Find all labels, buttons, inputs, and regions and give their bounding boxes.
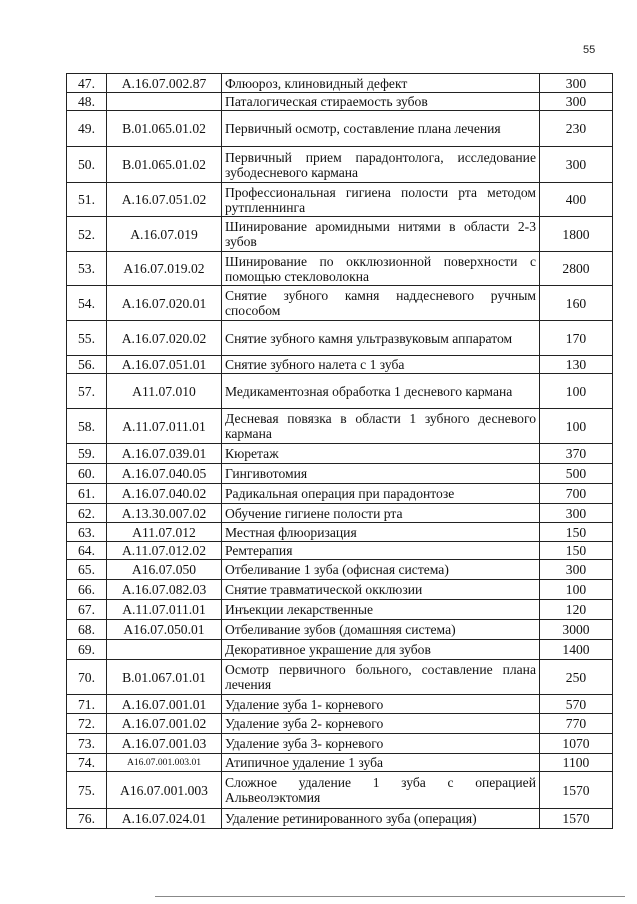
- table-row: [67, 409, 613, 444]
- table-row: [67, 754, 613, 772]
- table-row: [67, 734, 613, 754]
- service-price: 1800: [540, 217, 613, 252]
- table-row: [67, 444, 613, 464]
- service-name: Обучение гигиене полости рта: [222, 504, 540, 523]
- service-name: Снятие зубного камня наддесневого ручным способом: [222, 286, 540, 321]
- service-code: A16.07.001.003.01: [107, 754, 222, 772]
- service-code: A.16.07.001.03: [107, 734, 222, 754]
- table-row: [67, 695, 613, 714]
- service-price: 160: [540, 286, 613, 321]
- service-code: B.01.065.01.02: [107, 111, 222, 147]
- service-price: 150: [540, 523, 613, 542]
- service-price: 500: [540, 464, 613, 484]
- service-price: 100: [540, 409, 613, 444]
- service-price: 300: [540, 560, 613, 580]
- row-number: 63.: [67, 523, 107, 542]
- row-number: 61.: [67, 484, 107, 504]
- row-number: 72.: [67, 714, 107, 734]
- table-row: [67, 600, 613, 620]
- service-name: Снятие травматической окклюзии: [222, 580, 540, 600]
- service-name: Гингивотомия: [222, 464, 540, 484]
- row-number: 71.: [67, 695, 107, 714]
- service-name: Осмотр первичного больного, составление плана лечения: [222, 660, 540, 695]
- table-row: [67, 93, 613, 111]
- table-row: [67, 714, 613, 734]
- table-row: [67, 523, 613, 542]
- service-price: 100: [540, 580, 613, 600]
- service-price: 230: [540, 111, 613, 147]
- service-name: Радикальная операция при парадонтозе: [222, 484, 540, 504]
- service-code: A.11.07.012.02: [107, 542, 222, 560]
- table-row: [67, 217, 613, 252]
- service-name: Отбеливание 1 зуба (офисная система): [222, 560, 540, 580]
- service-price: 120: [540, 600, 613, 620]
- service-code: A.16.07.040.05: [107, 464, 222, 484]
- service-price: 1070: [540, 734, 613, 754]
- row-number: 68.: [67, 620, 107, 640]
- row-number: 64.: [67, 542, 107, 560]
- row-number: 75.: [67, 772, 107, 809]
- service-price: 700: [540, 484, 613, 504]
- service-code: A16.07.019.02: [107, 252, 222, 286]
- service-code: A16.07.050.01: [107, 620, 222, 640]
- service-name: Профессиональная гигиена полости рта методом рутпленнинга: [222, 183, 540, 217]
- table-row: [67, 809, 613, 829]
- row-number: 73.: [67, 734, 107, 754]
- service-code: A.16.07.024.01: [107, 809, 222, 829]
- service-code: A.16.07.051.01: [107, 356, 222, 374]
- row-number: 76.: [67, 809, 107, 829]
- row-number: 50.: [67, 147, 107, 183]
- row-number: 56.: [67, 356, 107, 374]
- row-number: 58.: [67, 409, 107, 444]
- service-price: 770: [540, 714, 613, 734]
- table-row: [67, 183, 613, 217]
- row-number: 53.: [67, 252, 107, 286]
- price-table: [66, 73, 613, 829]
- service-code: A.16.07.020.02: [107, 321, 222, 356]
- service-name: Снятие зубного камня ультразвуковым аппаратом: [222, 321, 540, 356]
- service-name: Ремтерапия: [222, 542, 540, 560]
- table-row: [67, 464, 613, 484]
- table-row: [67, 111, 613, 147]
- row-number: 65.: [67, 560, 107, 580]
- table-row: [67, 356, 613, 374]
- service-price: 150: [540, 542, 613, 560]
- page-number: 55: [583, 44, 596, 56]
- service-name: Снятие зубного налета с 1 зуба: [222, 356, 540, 374]
- service-code: A.16.07.082.03: [107, 580, 222, 600]
- service-price: 1570: [540, 772, 613, 809]
- table-row: [67, 542, 613, 560]
- service-name: Отбеливание зубов (домашняя система): [222, 620, 540, 640]
- service-price: 1100: [540, 754, 613, 772]
- row-number: 67.: [67, 600, 107, 620]
- row-number: 62.: [67, 504, 107, 523]
- service-name: Шинирование аромидными нитями в области 2-3 зубов: [222, 217, 540, 252]
- service-price: 570: [540, 695, 613, 714]
- table-row: [67, 560, 613, 580]
- service-name: Десневая повязка в области 1 зубного десневого кармана: [222, 409, 540, 444]
- service-name: Кюретаж: [222, 444, 540, 464]
- service-name: Удаление зуба 3- корневого: [222, 734, 540, 754]
- service-code: [107, 93, 222, 111]
- service-code: A11.07.010: [107, 374, 222, 409]
- service-code: A.11.07.011.01: [107, 600, 222, 620]
- service-name: Паталогическая стираемость зубов: [222, 93, 540, 111]
- service-code: A.16.07.040.02: [107, 484, 222, 504]
- service-name: Удаление зуба 1- корневого: [222, 695, 540, 714]
- row-number: 49.: [67, 111, 107, 147]
- row-number: 51.: [67, 183, 107, 217]
- service-code: A.16.07.001.02: [107, 714, 222, 734]
- service-name: Удаление зуба 2- корневого: [222, 714, 540, 734]
- service-price: 250: [540, 660, 613, 695]
- service-name: Инъекции лекарственные: [222, 600, 540, 620]
- table-row: [67, 660, 613, 695]
- service-name: Сложное удаление 1 зуба с операцией Альвеолэктомия: [222, 772, 540, 809]
- service-code: A.16.07.039.01: [107, 444, 222, 464]
- service-name: Флюороз, клиновидный дефект: [222, 74, 540, 93]
- service-name: Первичный прием парадонтолога, исследование зубодесневого кармана: [222, 147, 540, 183]
- service-price: 1570: [540, 809, 613, 829]
- row-number: 60.: [67, 464, 107, 484]
- row-number: 69.: [67, 640, 107, 660]
- row-number: 66.: [67, 580, 107, 600]
- service-price: 3000: [540, 620, 613, 640]
- row-number: 47.: [67, 74, 107, 93]
- row-number: 48.: [67, 93, 107, 111]
- row-number: 70.: [67, 660, 107, 695]
- service-price: 300: [540, 74, 613, 93]
- row-number: 57.: [67, 374, 107, 409]
- service-code: A.16.07.019: [107, 217, 222, 252]
- service-code: A.16.07.020.01: [107, 286, 222, 321]
- table-row: [67, 147, 613, 183]
- service-price: 170: [540, 321, 613, 356]
- service-price: 130: [540, 356, 613, 374]
- table-row: [67, 640, 613, 660]
- table-row: [67, 484, 613, 504]
- table-row: [67, 772, 613, 809]
- table-row: [67, 252, 613, 286]
- service-code: A16.07.050: [107, 560, 222, 580]
- row-number: 55.: [67, 321, 107, 356]
- table-row: [67, 620, 613, 640]
- table-row: [67, 286, 613, 321]
- service-price: 300: [540, 93, 613, 111]
- table-row: [67, 74, 613, 93]
- table-row: [67, 580, 613, 600]
- service-code: B.01.067.01.01: [107, 660, 222, 695]
- service-code: [107, 640, 222, 660]
- row-number: 52.: [67, 217, 107, 252]
- service-code: A11.07.012: [107, 523, 222, 542]
- table-row: [67, 504, 613, 523]
- service-code: A.16.07.002.87: [107, 74, 222, 93]
- service-price: 100: [540, 374, 613, 409]
- service-name: Медикаментозная обработка 1 десневого кармана: [222, 374, 540, 409]
- row-number: 59.: [67, 444, 107, 464]
- table-row: [67, 374, 613, 409]
- service-name: Декоративное украшение для зубов: [222, 640, 540, 660]
- row-number: 74.: [67, 754, 107, 772]
- page-bottom-rule: [155, 896, 625, 897]
- service-name: Первичный осмотр, составление плана лечения: [222, 111, 540, 147]
- service-code: A.11.07.011.01: [107, 409, 222, 444]
- service-code: A.16.07.001.01: [107, 695, 222, 714]
- service-code: A.13.30.007.02: [107, 504, 222, 523]
- service-name: Шинирование по окклюзионной поверхности с помощью стекловолокна: [222, 252, 540, 286]
- service-code: B.01.065.01.02: [107, 147, 222, 183]
- service-price: 1400: [540, 640, 613, 660]
- service-price: 400: [540, 183, 613, 217]
- table-row: [67, 321, 613, 356]
- service-code: A16.07.001.003: [107, 772, 222, 809]
- service-price: 370: [540, 444, 613, 464]
- service-price: 300: [540, 504, 613, 523]
- service-name: Атипичное удаление 1 зуба: [222, 754, 540, 772]
- service-name: Местная флюоризация: [222, 523, 540, 542]
- price-table-body: [67, 74, 613, 829]
- service-price: 2800: [540, 252, 613, 286]
- service-code: A.16.07.051.02: [107, 183, 222, 217]
- row-number: 54.: [67, 286, 107, 321]
- service-name: Удаление ретинированного зуба (операция): [222, 809, 540, 829]
- service-price: 300: [540, 147, 613, 183]
